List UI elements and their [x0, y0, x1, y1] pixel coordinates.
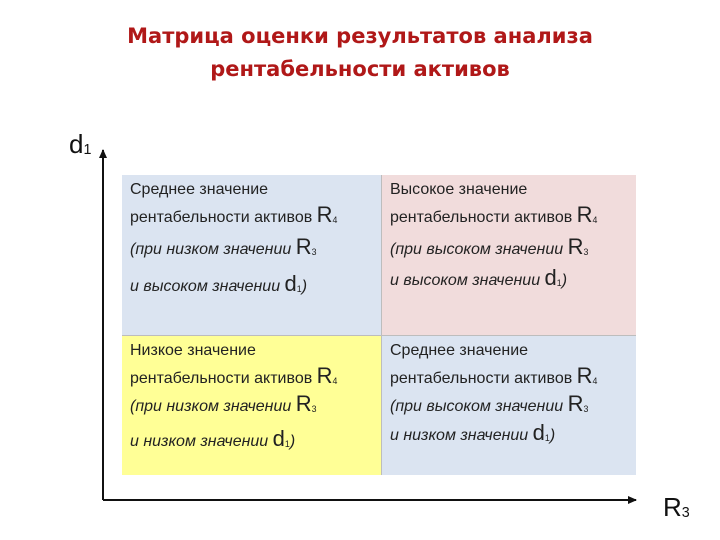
divider-horizontal — [122, 335, 636, 336]
y-axis-label: $d_1$ — [69, 129, 92, 159]
cell-line: (при низком значении $R_3$ — [130, 234, 317, 260]
title-line-1: Матрица оценки результатов анализа — [127, 24, 593, 48]
cell-bottom-left — [122, 336, 382, 475]
cell-line: рентабельности активов $R_4$ — [390, 201, 598, 227]
cell-top-right — [382, 175, 636, 336]
cell-top-left — [122, 175, 382, 336]
cell-line: рентабельности активов $R_4$ — [390, 362, 598, 388]
cell-line: рентабельности активов $R_4$ — [130, 201, 338, 227]
cell-line: Среднее значение — [390, 342, 529, 359]
cell-line: Низкое значение — [130, 342, 256, 359]
cell-bottom-right — [382, 336, 636, 475]
cell-line: и низком значении $d_1$) — [390, 419, 556, 445]
cell-line: Среднее значение — [130, 181, 269, 198]
cell-line: (при высоком значении $R_3$ — [390, 391, 589, 417]
x-axis-label: $R_3$ — [663, 492, 690, 522]
cell-line: Высокое значение — [390, 181, 528, 198]
cell-line: и высоком значении $d_1$) — [390, 264, 568, 290]
cell-line: (при низком значении $R_3$ — [130, 391, 317, 417]
cell-line: (при высоком значении $R_3$ — [390, 234, 589, 260]
title-line-2: рентабельности активов — [210, 57, 510, 81]
cell-line: и низком значении $d_1$) — [130, 425, 296, 451]
cell-line: рентабельности активов $R_4$ — [130, 362, 338, 388]
divider-vertical — [381, 175, 382, 475]
cell-line: и высоком значении $d_1$) — [130, 270, 308, 296]
